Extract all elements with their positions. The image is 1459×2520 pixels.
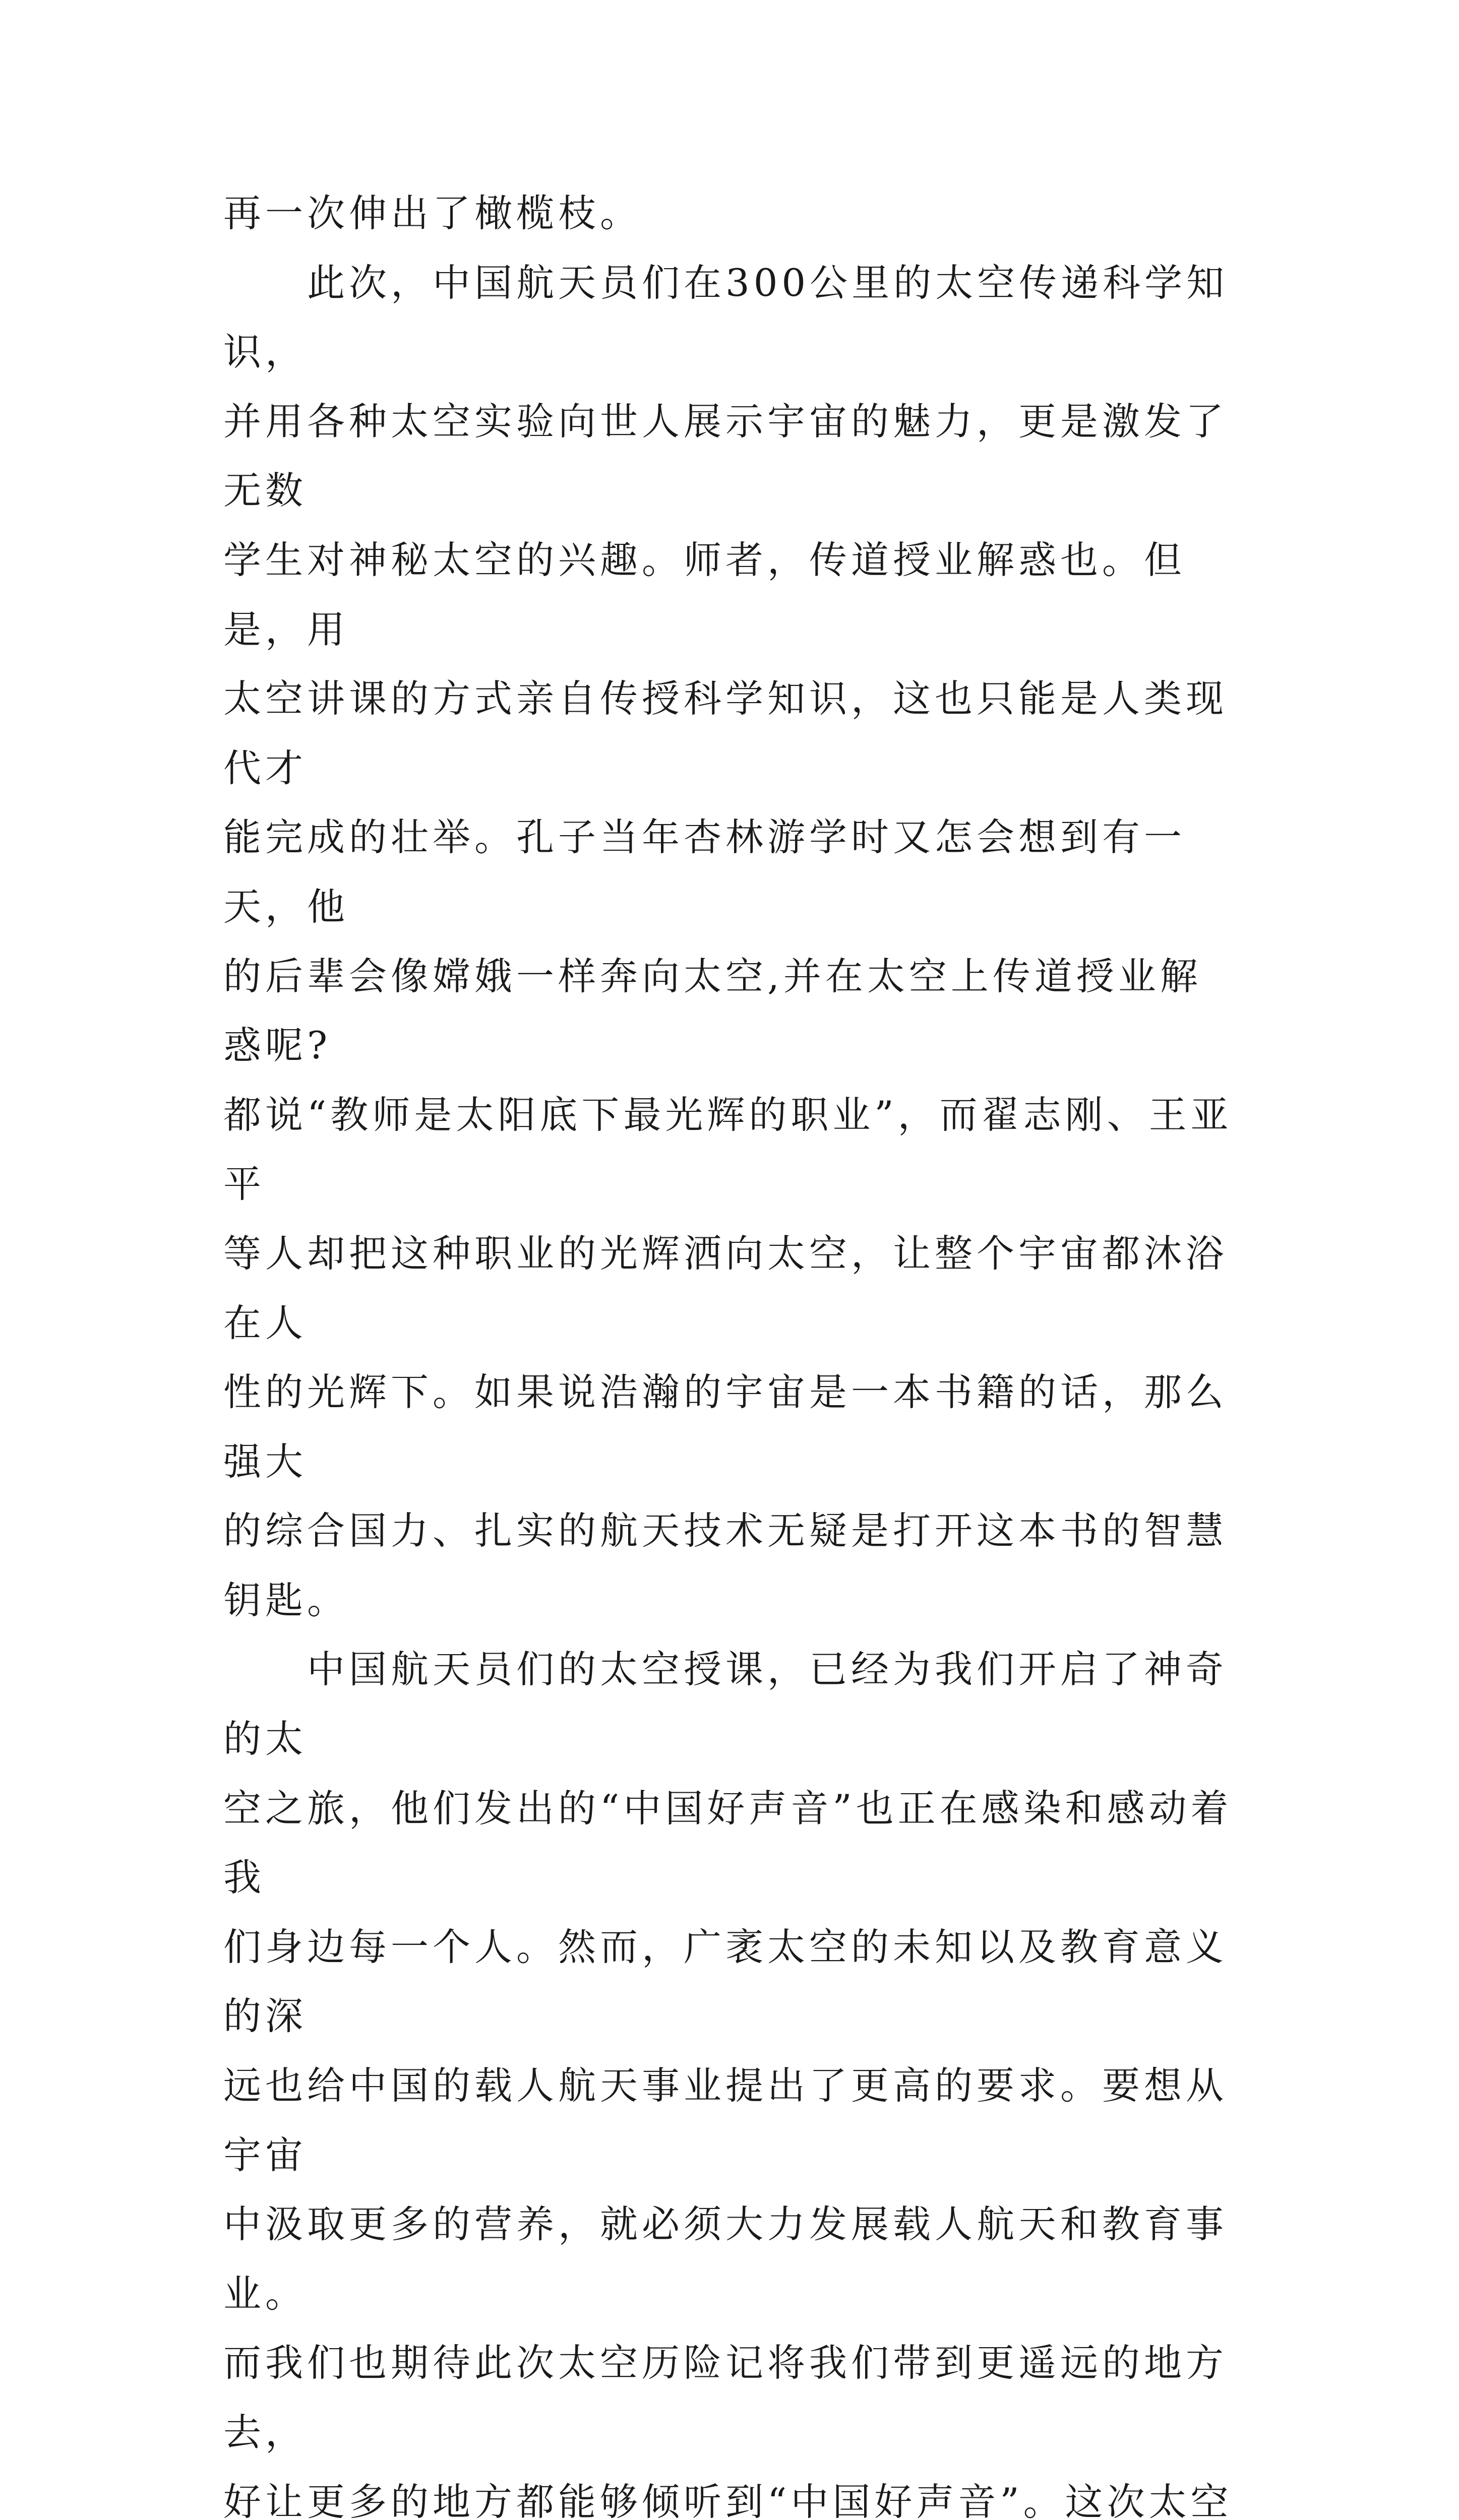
text-line: 远也给中国的载人航天事业提出了更高的要求。要想从宇宙 <box>223 2063 1228 2177</box>
text-line: 太空讲课的方式亲自传授科学知识，这也只能是人类现代才 <box>223 676 1228 790</box>
paragraph <box>223 1635 1237 2520</box>
text-line: 空之旅，他们发出的“中国好声音”也正在感染和感动着我 <box>223 1786 1233 1900</box>
text-line: 们身边每一个人。然而，广袤太空的未知以及教育意义的深 <box>223 1924 1228 2039</box>
text-line: 并用各种太空实验向世人展示宇宙的魅力，更是激发了无数 <box>223 399 1228 513</box>
text-line: 而我们也期待此次太空历险记将我们带到更遥远的地方去， <box>223 2341 1228 2454</box>
document-body <box>223 179 1237 2520</box>
text-line: 好让更多的地方都能够倾听到“中国好声音”。这次太空 <box>223 2479 1233 2520</box>
text-line: 此次，中国航天员们在300公里的太空传递科学知识， <box>223 260 1229 374</box>
text-line: 学生对神秘太空的兴趣。师者，传道授业解惑也。但是，用 <box>223 537 1186 652</box>
text-line: 都说“教师是太阳底下最光辉的职业”，而翟志刚、王亚平 <box>223 1092 1233 1207</box>
paragraph <box>223 179 1237 248</box>
text-line: 再一次伸出了橄榄枝。 <box>223 191 642 235</box>
paragraph <box>223 248 1237 1635</box>
text-line: 的后辈会像嫦娥一样奔向太空,并在太空上传道授业解惑呢? <box>223 954 1202 1068</box>
text-line: 性的光辉下。如果说浩瀚的宇宙是一本书籍的话，那么强大 <box>223 1370 1228 1484</box>
text-line: 能完成的壮举。孔子当年杏林游学时又怎会想到有一天，他 <box>223 815 1186 929</box>
text-line: 的综合国力、扎实的航天技术无疑是打开这本书的智慧钥匙。 <box>223 1508 1228 1622</box>
text-line: 中汲取更多的营养，就必须大力发展载人航天和教育事业。 <box>223 2202 1228 2316</box>
text-line: 中国航天员们的太空授课，已经为我们开启了神奇的太 <box>223 1647 1228 1761</box>
text-line: 等人却把这种职业的光辉洒向太空，让整个宇宙都沐浴在人 <box>223 1231 1228 1345</box>
